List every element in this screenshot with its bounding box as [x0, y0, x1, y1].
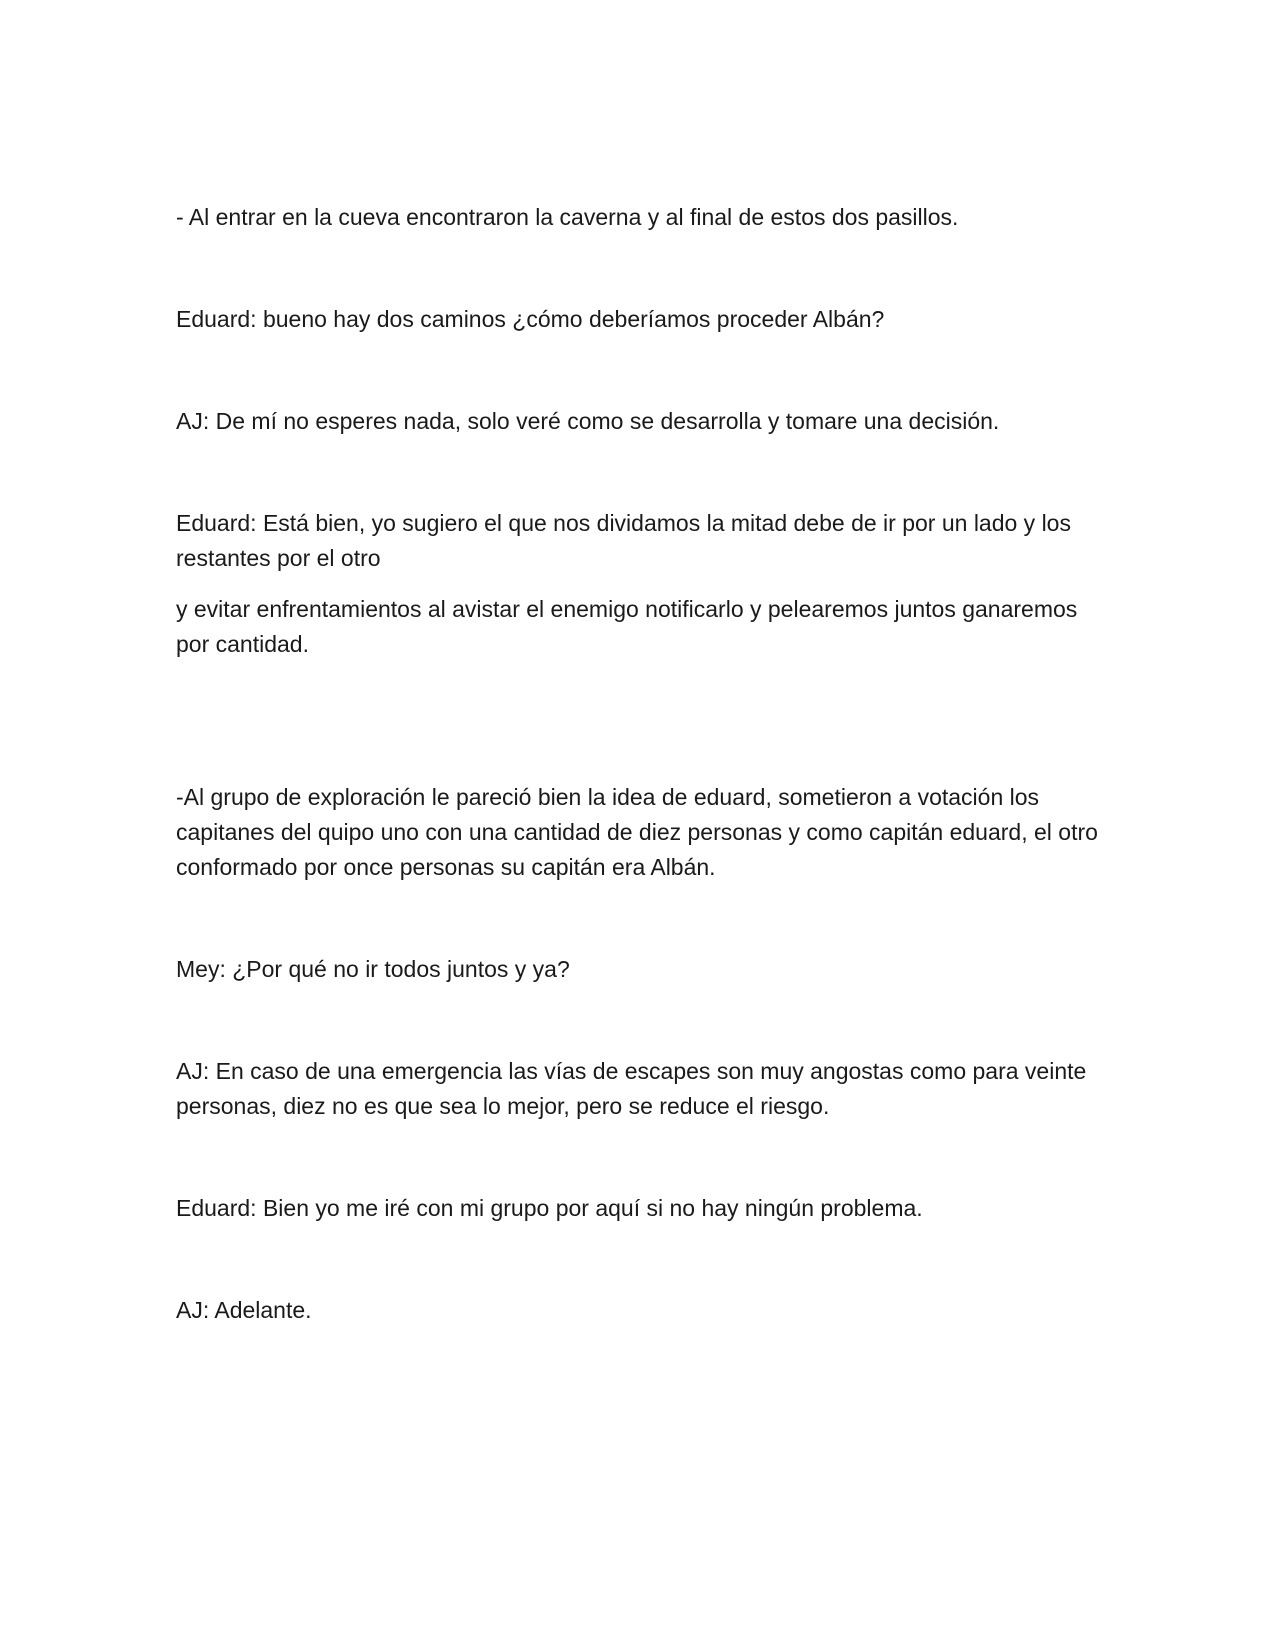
dialogue-continuation: y evitar enfrentamientos al avistar el enemigo notificarlo y pelearemos juntos ganaremos por cantidad. [176, 596, 1078, 657]
dialogue-line: Eduard: Bien yo me iré con mi grupo por aquí si no hay ningún problema. [176, 1195, 923, 1221]
narration-paragraph: - Al entrar en la cueva encontraron la caverna y al final de estos dos pasillos. [176, 204, 959, 230]
dialogue-line: AJ: De mí no esperes nada, solo veré como se desarrolla y tomare una decisión. [176, 408, 1000, 434]
dialogue-line: AJ: En caso de una emergencia las vías de escapes son muy angostas como para veinte personas, diez no es que sea lo mejor, pero se reduce el riesgo. [176, 1058, 1087, 1119]
dialogue-line: Eduard: bueno hay dos caminos ¿cómo deberíamos proceder Albán? [176, 306, 885, 332]
dialogue-line: Mey: ¿Por qué no ir todos juntos y ya? [176, 956, 570, 982]
dialogue-line: Eduard: Está bien, yo sugiero el que nos dividamos la mitad debe de ir por un lado y los restantes por el otro [176, 510, 1071, 571]
dialogue-line: AJ: Adelante. [176, 1297, 312, 1323]
narration-paragraph: -Al grupo de exploración le pareció bien la idea de eduard, sometieron a votación los capitanes del quipo uno con una cantidad de diez personas y como capitán eduard, el otro conformado por once personas su capitán era Albán. [176, 784, 1098, 880]
